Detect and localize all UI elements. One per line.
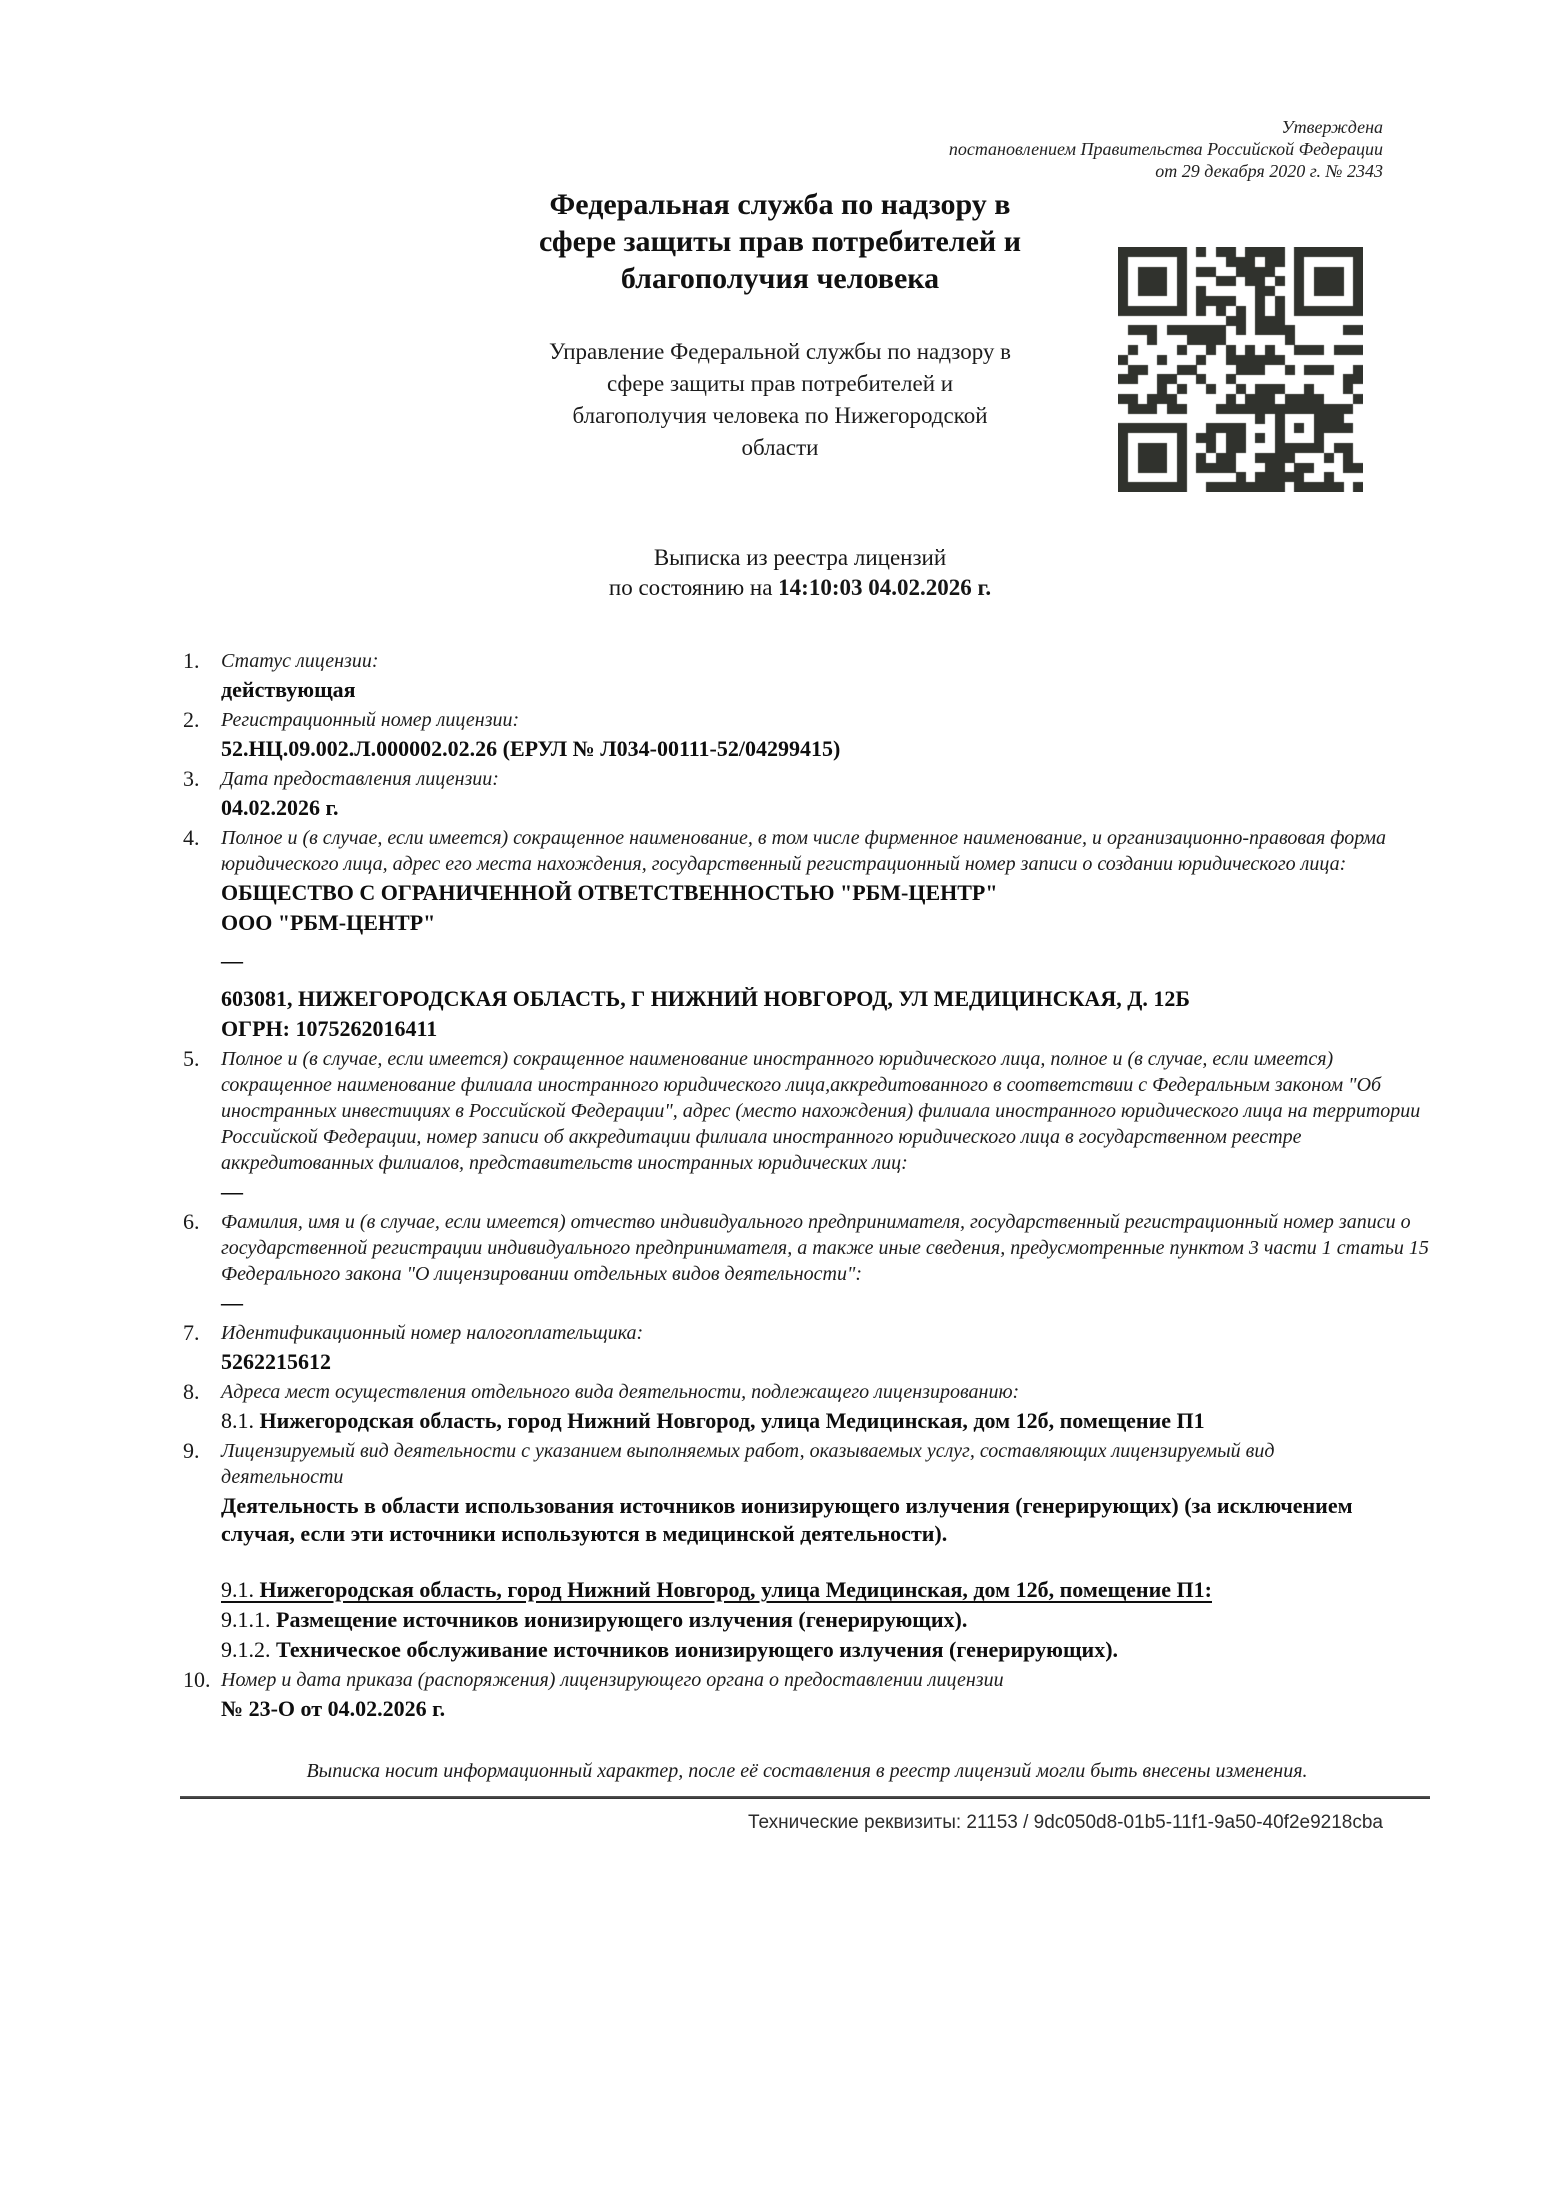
list-item: [183, 1667, 1431, 1723]
license-items: [183, 648, 1431, 1723]
agency-department-line-4: области: [741, 435, 819, 460]
agency-department: [380, 336, 1180, 464]
item-label: Фамилия, имя и (в случае, если имеется) отчество индивидуального предпринимателя, государственный регистрационный номер записи о государственной регистрации индивидуального предпринимателя, а также иные сведения, предусмотренные пунктом 3 части 1 статьи 15 Федерального закона "О лицензировании отдельных видов деятельности":: [221, 1211, 1429, 1285]
item-number: 8.: [183, 1379, 200, 1404]
approval-line-1: Утверждена: [1281, 117, 1383, 137]
item-value: [221, 1576, 1431, 1604]
item-number: 5.: [183, 1046, 200, 1071]
approval-line-3: от 29 декабря 2020 г. № 2343: [1155, 161, 1383, 181]
item-value-text: 603081, НИЖЕГОРОДСКАЯ ОБЛАСТЬ, Г НИЖНИЙ НОВГОРОД, УЛ МЕДИЦИНСКАЯ, Д. 12Б: [221, 986, 1190, 1011]
as-of-prefix: по состоянию на: [608, 575, 773, 600]
agency-department-line-2: сфере защиты прав потребителей и: [606, 371, 954, 396]
item-value-text: Размещение источников ионизирующего излучения (генерирующих).: [276, 1607, 968, 1632]
agency-department-line-1: Управление Федеральной службы по надзору в: [548, 339, 1012, 364]
item-value: [221, 1636, 1431, 1664]
agency-department-line-3: благополучия человека по Нижегородской: [572, 403, 988, 428]
item-value-text: Нижегородская область, город Нижний Новгород, улица Медицинская, дом 12б, помещение П1:: [259, 1577, 1212, 1602]
item-body: [221, 1320, 1431, 1376]
item-number: 10.: [183, 1667, 211, 1692]
item-number: 6.: [183, 1209, 200, 1234]
item-value: [221, 1015, 1431, 1043]
list-item: [183, 648, 1431, 704]
agency-title: [330, 186, 1230, 297]
as-of-datetime: 14:10:03 04.02.2026 г.: [778, 575, 992, 600]
document-title: [400, 543, 1200, 603]
item-value: [221, 1695, 1431, 1723]
list-item: [183, 1379, 1431, 1435]
item-value: [221, 1407, 1431, 1435]
item-value: [221, 1178, 1431, 1206]
item-label: Полное и (в случае, если имеется) сокращенное наименование, в том числе фирменное наименование, и организационно-правовая форма юридического лица, адрес его места нахождения, государственный регистрационный номер записи о создании юридического лица:: [221, 827, 1386, 875]
item-value: [221, 1606, 1431, 1634]
list-item: [183, 766, 1431, 822]
item-label: Лицензируемый вид деятельности с указанием выполняемых работ, оказываемых услуг, составляющих лицензируемый вид деятельности: [221, 1440, 1275, 1488]
item-value-text: ОГРН: 1075262016411: [221, 1016, 438, 1041]
item-value-text: —: [221, 1290, 243, 1315]
item-value: [221, 1348, 1431, 1376]
technical-requisites: Технические реквизиты: 21153 / 9dc050d8-01b5-11f1-9a50-40f2e9218cba: [747, 1812, 1383, 1833]
item-value: [221, 985, 1431, 1013]
item-label: Адреса мест осуществления отдельного вида деятельности, подлежащего лицензированию:: [221, 1381, 1020, 1403]
item-value-text: действующая: [221, 677, 356, 702]
item-value: [221, 909, 1431, 937]
item-number: 7.: [183, 1320, 200, 1345]
document-as-of-line: [400, 573, 1200, 603]
item-value-text: Техническое обслуживание источников ионизирующего излучения (генерирующих).: [276, 1637, 1119, 1662]
item-number: 3.: [183, 766, 200, 791]
agency-title-line-2: сфере защиты прав потребителей и: [538, 225, 1022, 258]
qr-code-icon: [1118, 247, 1363, 492]
list-item: [183, 707, 1431, 763]
item-label: Номер и дата приказа (распоряжения) лицензирующего органа о предоставлении лицензии: [221, 1669, 1004, 1691]
approval-line-2: постановлением Правительства Российской Федерации: [948, 139, 1383, 159]
item-value-text: —: [221, 948, 243, 973]
item-number: 4.: [183, 825, 200, 850]
agency-title-line-3: благополучия человека: [620, 262, 940, 295]
item-label: Идентификационный номер налогоплательщика:: [221, 1322, 644, 1344]
item-sub-number: 8.1.: [221, 1408, 254, 1433]
list-item: [183, 1438, 1431, 1664]
agency-title-line-1: Федеральная служба по надзору в: [549, 188, 1011, 221]
item-label: Полное и (в случае, если имеется) сокращенное наименование иностранного юридического лица, полное и (в случае, если имеется) сокращенное наименование филиала иностранного юридического лица,аккредитованного в соответствии с Федеральным законом "Об иностранных инвестициях в Российской Федерации", адрес (место нахождения) филиала иностранного юридического лица на территории Российской Федерации, номер записи об аккредитации филиала иностранного юридического лица в государственном реестре аккредитованных филиалов, представительств иностранных юридических лиц:: [221, 1048, 1421, 1174]
item-value-text: ООО "РБМ-ЦЕНТР": [221, 910, 436, 935]
item-label: Статус лицензии:: [221, 650, 379, 672]
item-value: [221, 1289, 1431, 1317]
item-sub-number: 9.1.: [221, 1577, 254, 1602]
item-body: [221, 648, 1431, 704]
list-item: [183, 1046, 1431, 1206]
item-value: [221, 735, 1431, 763]
approval-stamp: [949, 116, 1383, 182]
item-value: [221, 794, 1431, 822]
list-item: [183, 1209, 1431, 1317]
item-number: 1.: [183, 648, 200, 673]
item-body: [221, 1667, 1431, 1723]
list-item: [183, 825, 1431, 1043]
item-label: Дата предоставления лицензии:: [221, 768, 499, 790]
item-value-text: ОБЩЕСТВО С ОГРАНИЧЕННОЙ ОТВЕТСТВЕННОСТЬЮ "РБМ-ЦЕНТР": [221, 880, 998, 905]
list-item: [183, 1320, 1431, 1376]
item-value-text: 5262215612: [221, 1349, 331, 1374]
item-body: [221, 1046, 1431, 1206]
item-value-text: 52.НЦ.09.002.Л.000002.02.26 (ЕРУЛ № Л034-00111-52/04299415): [221, 736, 841, 761]
item-number: 9.: [183, 1438, 200, 1463]
item-sub-number: 9.1.2.: [221, 1637, 271, 1662]
document-subject: Выписка из реестра лицензий: [653, 545, 947, 570]
item-value-text: Деятельность в области использования источников ионизирующего излучения (генерирующих) (за исключением случая, если эти источники используются в медицинской деятельности).: [221, 1493, 1353, 1546]
item-value: [221, 676, 1431, 704]
item-body: [221, 766, 1431, 822]
item-body: [221, 825, 1431, 1043]
item-value-text: Нижегородская область, город Нижний Новгород, улица Медицинская, дом 12б, помещение П1: [259, 1408, 1205, 1433]
item-body: [221, 1438, 1431, 1664]
item-value: [221, 947, 1431, 975]
item-number: 2.: [183, 707, 200, 732]
item-sub-number: 9.1.1.: [221, 1607, 271, 1632]
footer-note: Выписка носит информационный характер, после её составления в реестр лицензий могли быть внесены изменения.: [306, 1760, 1308, 1782]
item-body: [221, 1379, 1431, 1435]
item-body: [221, 1209, 1431, 1317]
item-value-text: —: [221, 1179, 243, 1204]
item-body: [221, 707, 1431, 763]
footer-divider: [180, 1796, 1430, 1799]
item-value: [221, 879, 1431, 907]
item-label: Регистрационный номер лицензии:: [221, 709, 520, 731]
item-value-text: № 23-О от 04.02.2026 г.: [221, 1696, 446, 1721]
item-value-text: 04.02.2026 г.: [221, 795, 339, 820]
item-value: [221, 1492, 1431, 1548]
